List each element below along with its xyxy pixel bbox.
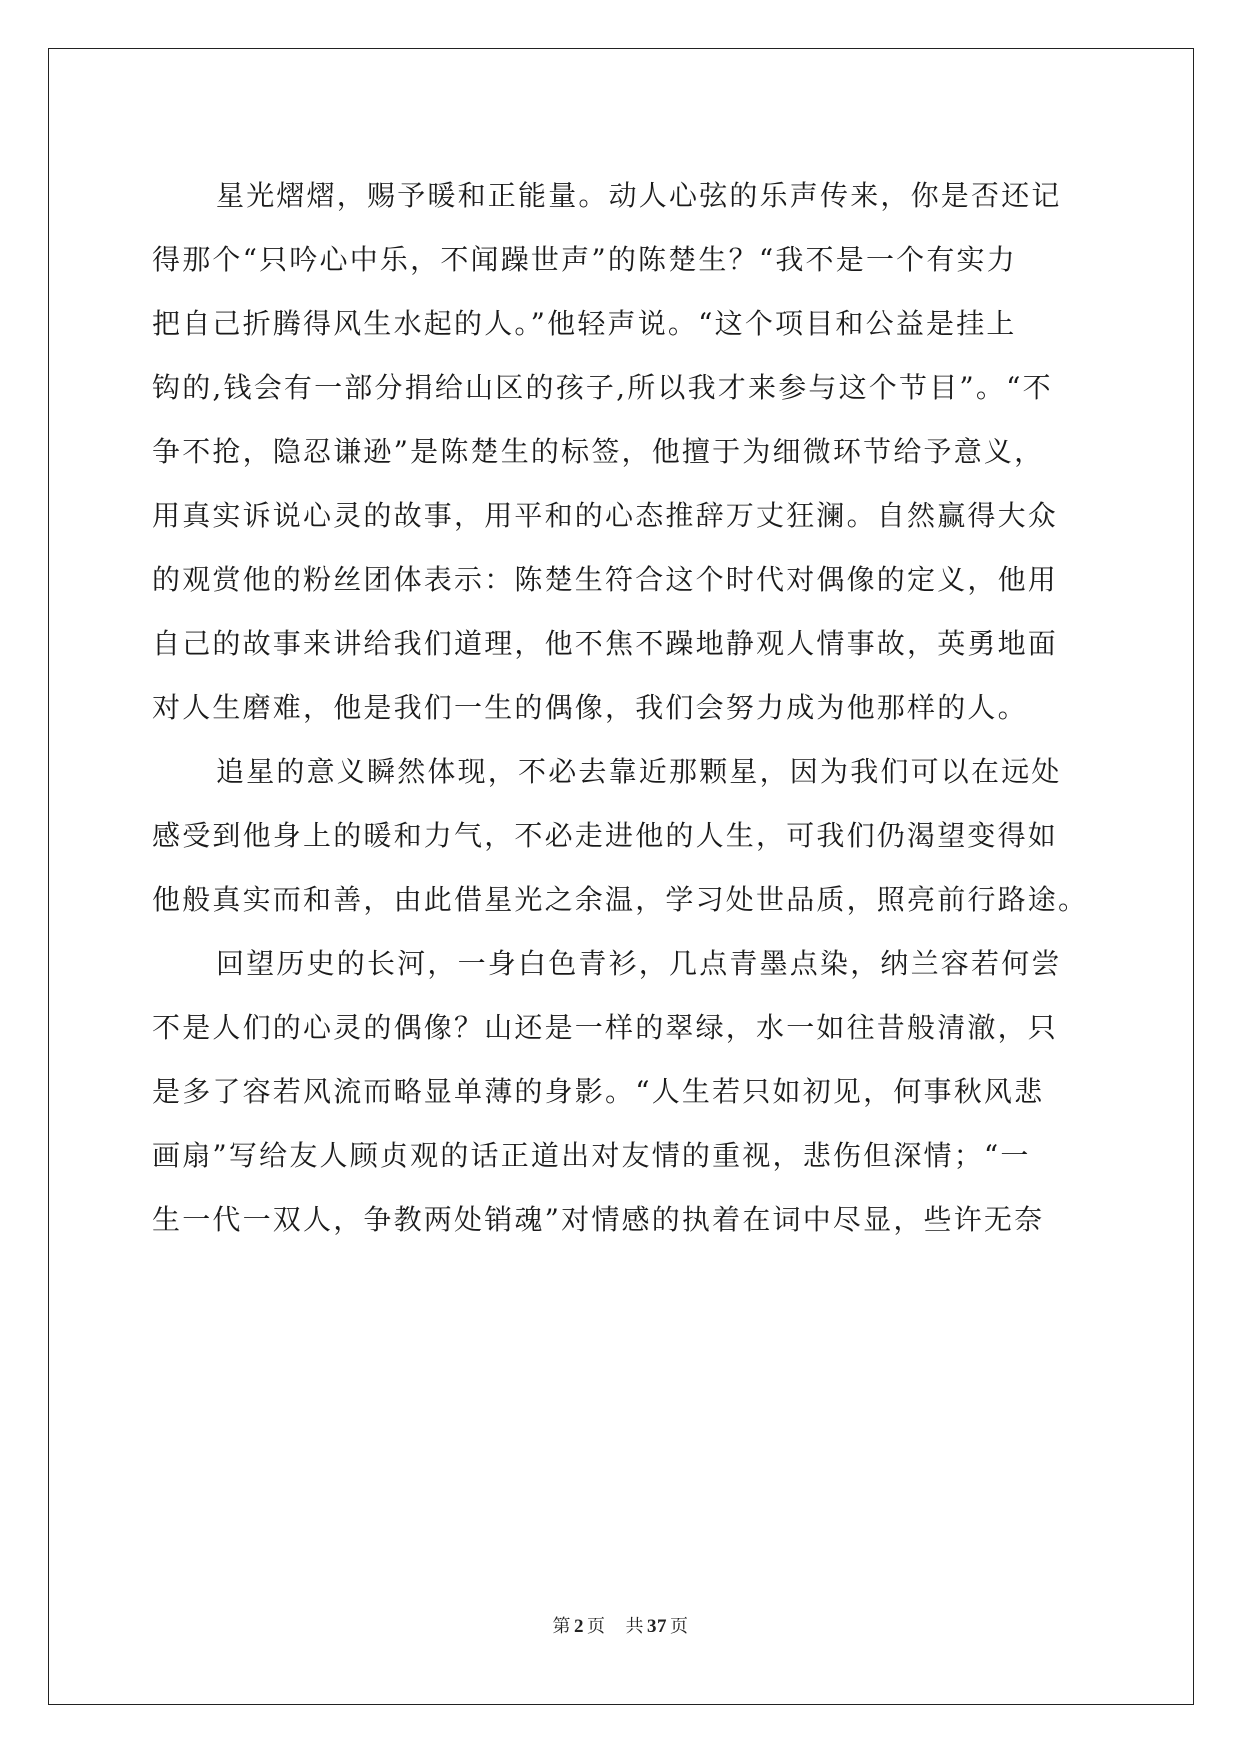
page-footer: [0, 1612, 1241, 1638]
total-prefix: 共: [625, 1616, 644, 1637]
text-line: 他般真实而和善，由此借星光之余温，学习处世品质，照亮前行路途。: [152, 883, 1089, 916]
text-line: 是多了容若风流而略显单薄的身影。“人生若只如初见，何事秋风悲: [152, 1075, 1045, 1108]
total-pages: 37: [647, 1616, 667, 1637]
text-line: 争不抢，隐忍谦逊”是陈楚生的标签，他擅于为细微环节给予意义，: [152, 435, 1045, 468]
text-line: 星光熠熠，赐予暖和正能量。动人心弦的乐声传来，你是否还记: [216, 179, 1062, 212]
text-line: 钩的,钱会有一部分捐给山区的孩子,所以我才来参与这个节目”。“不: [152, 371, 1053, 404]
text-line: 回望历史的长河，一身白色青衫，几点青墨点染，纳兰容若何尝: [216, 947, 1062, 980]
text-line: 把自己折腾得风生水起的人。”他轻声说。“这个项目和公益是挂上: [152, 307, 1017, 340]
text-line: 生一代一双人，争教两处销魂”对情感的执着在词中尽显，些许无奈: [152, 1203, 1045, 1236]
text-line: 自己的故事来讲给我们道理，他不焦不躁地静观人情事故，英勇地面: [152, 627, 1059, 660]
page-prefix: 第: [552, 1616, 571, 1637]
page-number: 2: [574, 1616, 584, 1637]
text-line: 画扇”写给友人顾贞观的话正道出对友情的重视，悲伤但深情；“一: [152, 1139, 1031, 1172]
text-line: 得那个“只吟心中乐，不闻躁世声”的陈楚生？“我不是一个有实力: [152, 243, 1017, 276]
text-line: 对人生磨难，他是我们一生的偶像，我们会努力成为他那样的人。: [152, 691, 1028, 724]
text-line: 不是人们的心灵的偶像？山还是一样的翠绿，水一如往昔般清澈，只: [152, 1011, 1059, 1044]
document-body: [152, 164, 1088, 1252]
total-suffix: 页: [670, 1616, 689, 1637]
text-line: 感受到他身上的暖和力气，不必走进他的人生，可我们仍渴望变得如: [152, 819, 1059, 852]
text-line: 追星的意义瞬然体现，不必去靠近那颗星，因为我们可以在远处: [216, 755, 1062, 788]
text-line: 的观赏他的粉丝团体表示：陈楚生符合这个时代对偶像的定义，他用: [152, 563, 1059, 596]
text-line: 用真实诉说心灵的故事，用平和的心态推辞万丈狂澜。自然赢得大众: [152, 499, 1059, 532]
page-suffix: 页: [587, 1616, 606, 1637]
